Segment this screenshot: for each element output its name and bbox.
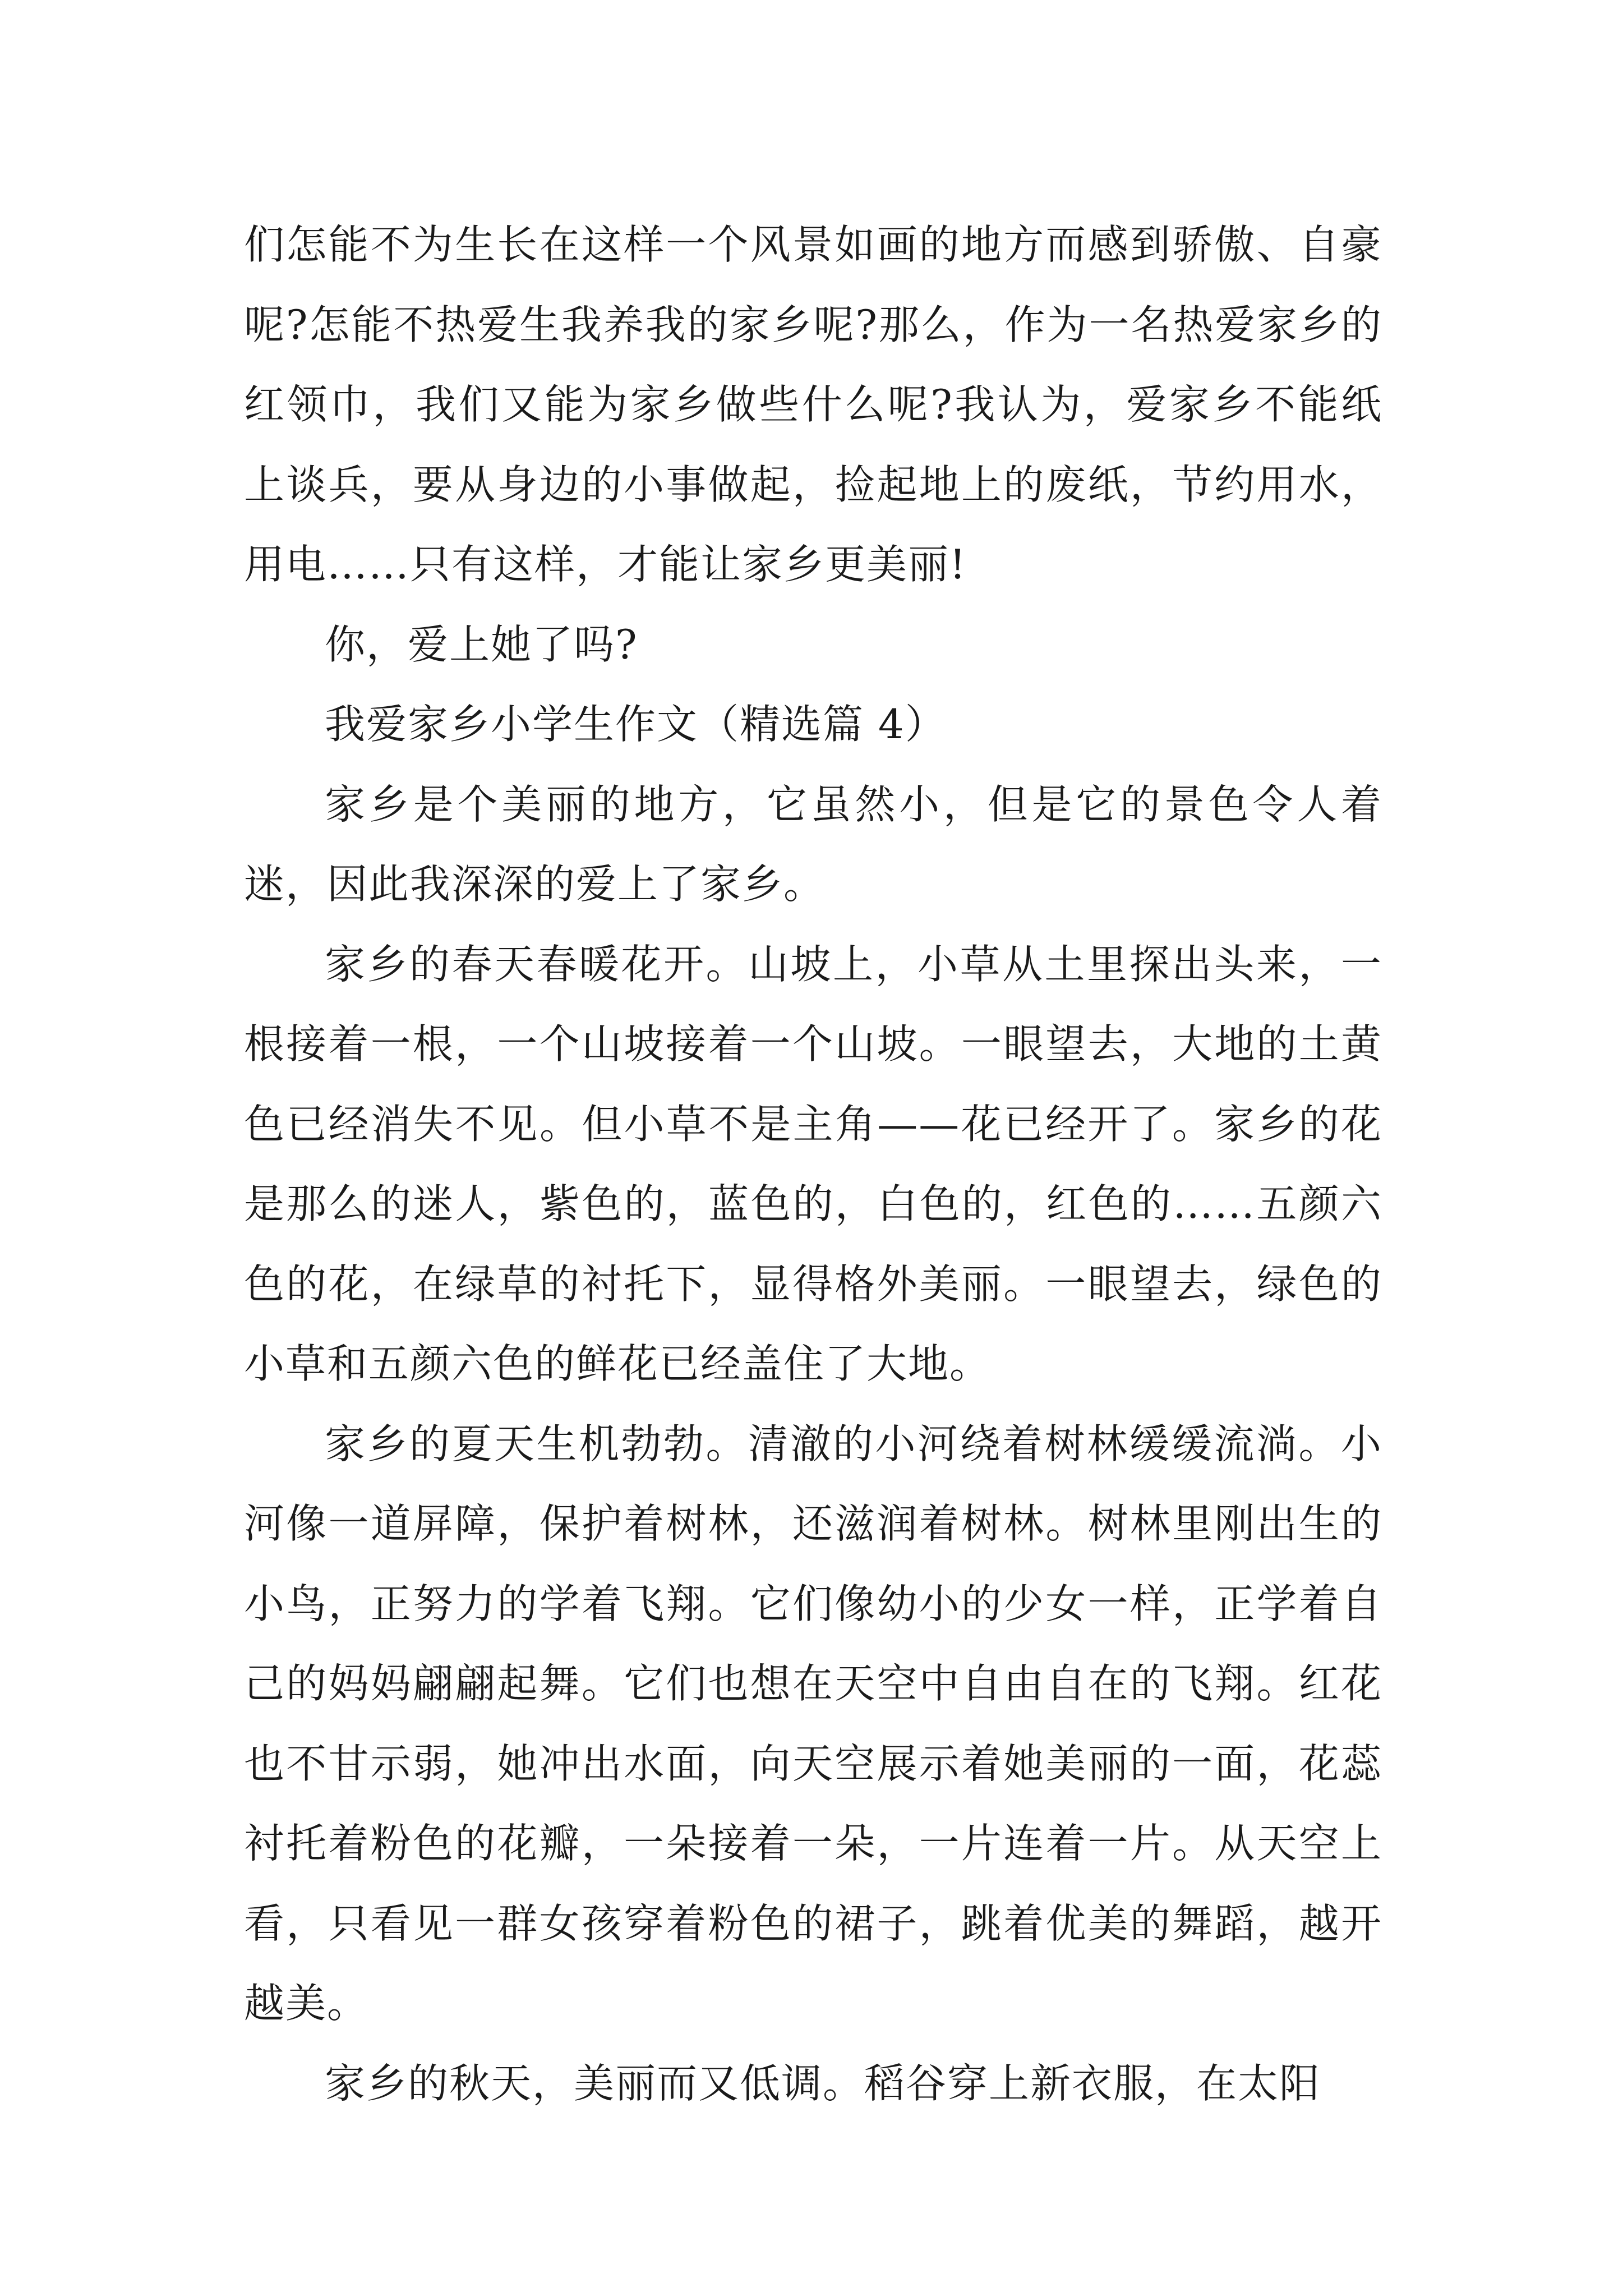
paragraph-question: 你，爱上她了吗? bbox=[325, 620, 638, 668]
essay-body bbox=[244, 205, 1382, 2123]
paragraph-summer: 家乡的夏天生机勃勃。清澈的小河绕着树林缓缓流淌。小河像一道屏障，保护着树林，还滋润着树林。树林里刚出生的小鸟，正努力的学着飞翔。它们像幼小的少女一样，正学着自己的妈妈翩翩起舞。它们也想在天空中自由自在的飞翔。红花也不甘示弱，她冲出水面，向天空展示着她美丽的一面，花蕊衬托着粉色的花瓣，一朵接着一朵，一片连着一片。从天空上看，只看见一群女孩穿着粉色的裙子，跳着优美的舞蹈，越开越美。 bbox=[244, 1420, 1382, 2027]
paragraph-autumn: 家乡的秋天，美丽而又低调。稻谷穿上新衣服，在太阳 bbox=[325, 2059, 1321, 2107]
paragraph-intro: 家乡是个美丽的地方，它虽然小，但是它的景色令人着迷，因此我深深的爱上了家乡。 bbox=[244, 780, 1382, 908]
paragraph-continuation: 们怎能不为生长在这样一个风景如画的地方而感到骄傲、自豪呢?怎能不热爱生我养我的家乡呢?那么，作为一名热爱家乡的红领巾，我们又能为家乡做些什么呢?我认为，爱家乡不能纸上谈兵，要从身边的小事做起，捡起地上的废纸，节约用水，用电……只有这样，才能让家乡更美丽! bbox=[244, 221, 1382, 588]
paragraph-spring: 家乡的春天春暖花开。山坡上，小草从土里探出头来，一根接着一根，一个山坡接着一个山坡。一眼望去，大地的土黄色已经消失不见。但小草不是主角——花已经开了。家乡的花是那么的迷人，紫色的，蓝色的，白色的，红色的……五颜六色的花，在绿草的衬托下，显得格外美丽。一眼望去，绿色的小草和五颜六色的鲜花已经盖住了大地。 bbox=[244, 940, 1382, 1387]
section-heading: 我爱家乡小学生作文（精选篇 4） bbox=[325, 701, 947, 748]
